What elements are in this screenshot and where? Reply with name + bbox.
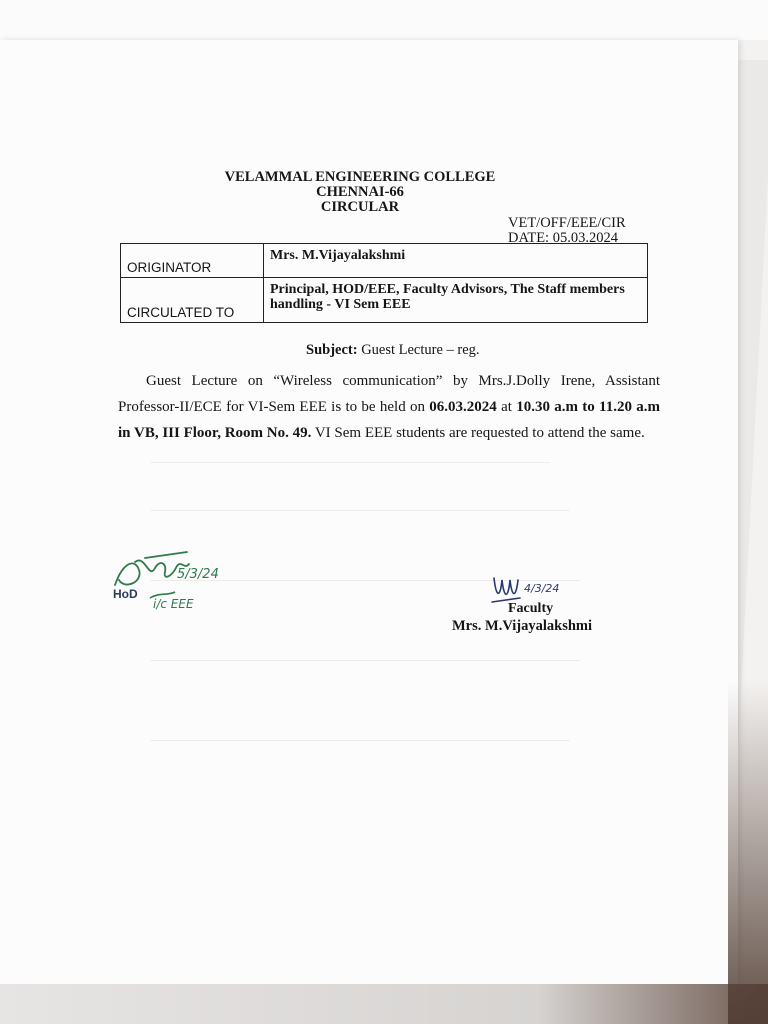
originator-value: Mrs. M.Vijayalakshmi <box>264 244 648 278</box>
circular-info-table <box>120 243 648 323</box>
event-time-venue: 10.30 a.m to 11.20 a.m in VB, III Floor, Room No. 49. <box>118 399 660 441</box>
scan-corner-shadow <box>728 680 768 1024</box>
bleed-through-line <box>150 462 550 463</box>
subject-label: Subject: <box>306 342 358 358</box>
circulated-label: CIRCULATED TO <box>121 278 264 323</box>
body-part-2: at <box>496 399 517 415</box>
table-row <box>121 244 648 278</box>
body-part-1: Guest Lecture on “Wireless communication” by Mrs.J.Dolly Irene, Assistant Professor-II/ECE for VI-Sem EEE is to be held on <box>118 373 660 415</box>
hod-ic-eee: i/c EEE <box>153 597 194 611</box>
college-name: VELAMMAL ENGINEERING COLLEGE <box>224 169 496 185</box>
scan-top-margin <box>0 0 768 40</box>
scan-bottom-edge <box>0 984 768 1024</box>
circulated-value: Principal, HOD/EEE, Faculty Advisors, The Staff members handling - VI Sem EEE <box>264 278 648 323</box>
hod-sign-date: 5/3/24 <box>177 567 219 582</box>
subject-text: Guest Lecture – reg. <box>361 342 480 358</box>
reference-code: VET/OFF/EEE/CIR <box>508 215 626 231</box>
bleed-through-line <box>150 510 570 511</box>
faculty-sign-date: 4/3/24 <box>524 582 560 595</box>
document-type: CIRCULAR <box>320 199 400 215</box>
circular-body <box>118 368 660 446</box>
faculty-name: Mrs. M.Vijayalakshmi <box>452 618 593 634</box>
event-date: 06.03.2024 <box>429 399 497 415</box>
reference-date: DATE: 05.03.2024 <box>508 230 618 246</box>
faculty-title: Faculty <box>508 601 554 616</box>
subject-line <box>306 342 480 359</box>
table-row <box>121 278 648 323</box>
bleed-through-line <box>150 660 580 661</box>
college-city: CHENNAI-66 <box>316 184 404 200</box>
body-part-3: VI Sem EEE students are requested to attend the same. <box>311 425 645 441</box>
bleed-through-line <box>150 740 570 741</box>
college-header <box>200 170 520 215</box>
reference-block <box>508 216 626 246</box>
hod-label: HoD <box>113 587 138 601</box>
originator-label: ORIGINATOR <box>121 244 264 278</box>
hod-signature <box>105 540 245 625</box>
